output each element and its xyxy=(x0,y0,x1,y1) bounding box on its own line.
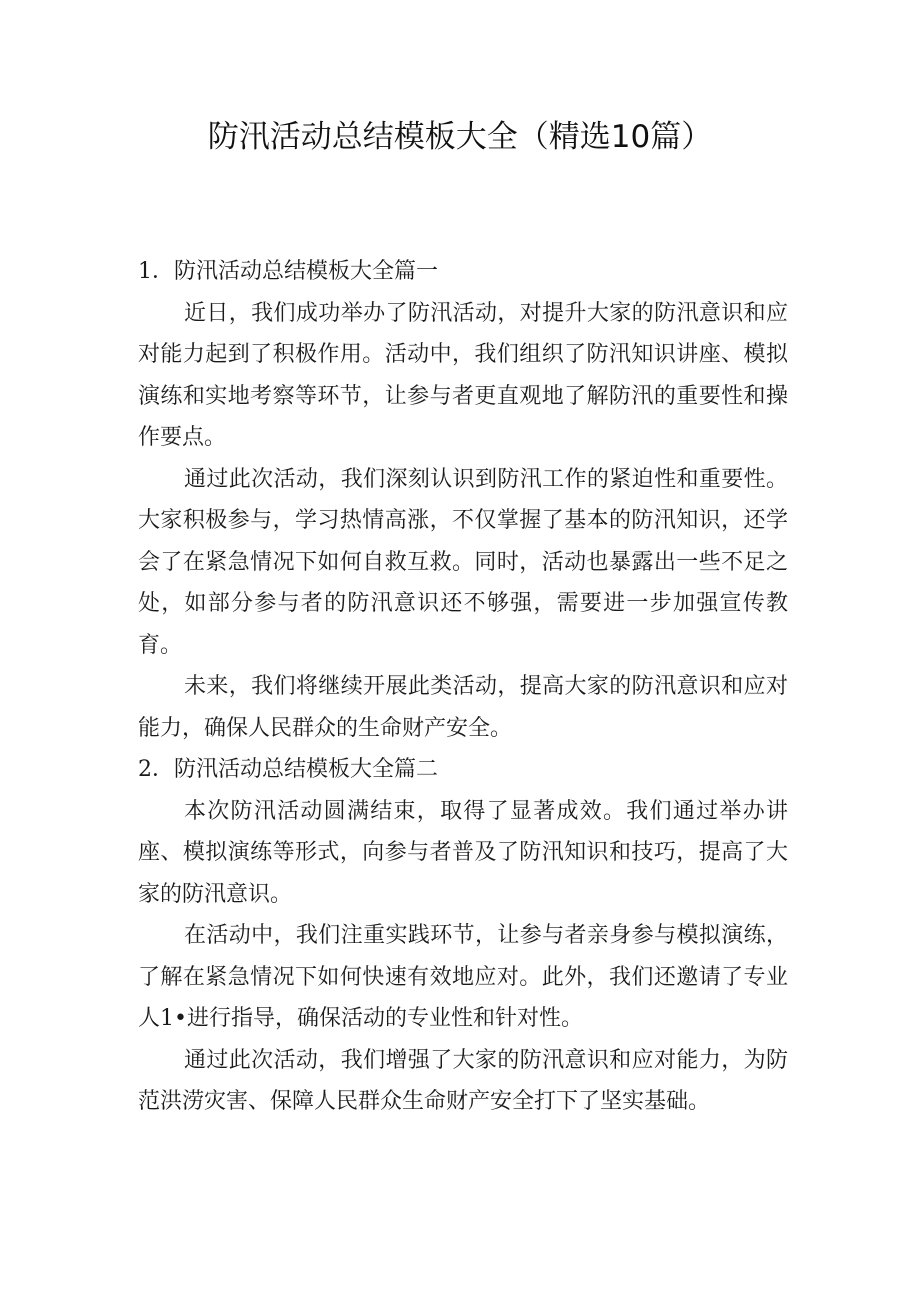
paragraph: 在活动中，我们注重实践环节，让参与者亲身参与模拟演练，了解在紧急情况下如何快速有效地应对。此外，我们还邀请了专业人1•进行指导，确保活动的专业性和针对性。 xyxy=(138,923,788,1031)
paragraph: 本次防汛活动圆满结束，取得了显著成效。我们通过举办讲座、模拟演练等形式，向参与者普及了防汛知识和技巧，提高了大家的防汛意识。 xyxy=(138,798,788,907)
paragraph: 近日，我们成功举办了防汛活动，对提升大家的防汛意识和应对能力起到了积极作用。活动中，我们组织了防汛知识讲座、模拟演练和实地考察等环节，让参与者更直观地了解防汛的重要性和操作要点。 xyxy=(138,300,788,450)
section-2 xyxy=(138,749,788,1123)
document-body xyxy=(138,251,788,1123)
section-heading: 1．防汛活动总结模板大全篇一 xyxy=(138,259,438,284)
paragraph: 未来，我们将继续开展此类活动，提高大家的防汛意识和应对能力，确保人民群众的生命财产安全。 xyxy=(138,674,788,741)
section-1 xyxy=(138,251,788,749)
paragraph: 通过此次活动，我们增强了大家的防汛意识和应对能力，为防范洪涝灾害、保障人民群众生命财产安全打下了坚实基础。 xyxy=(138,1047,788,1114)
paragraph: 通过此次活动，我们深刻认识到防汛工作的紧迫性和重要性。大家积极参与，学习热情高涨，不仅掌握了基本的防汛知识，还学会了在紧急情况下如何自救互救。同时，活动也暴露出一些不足之处，如部分参与者的防汛意识还不够强，需要进一步加强宣传教育。 xyxy=(138,466,788,658)
section-heading: 2．防汛活动总结模板大全篇二 xyxy=(138,757,438,782)
page-title: 防汛活动总结模板大全（精选10篇） xyxy=(207,119,713,155)
